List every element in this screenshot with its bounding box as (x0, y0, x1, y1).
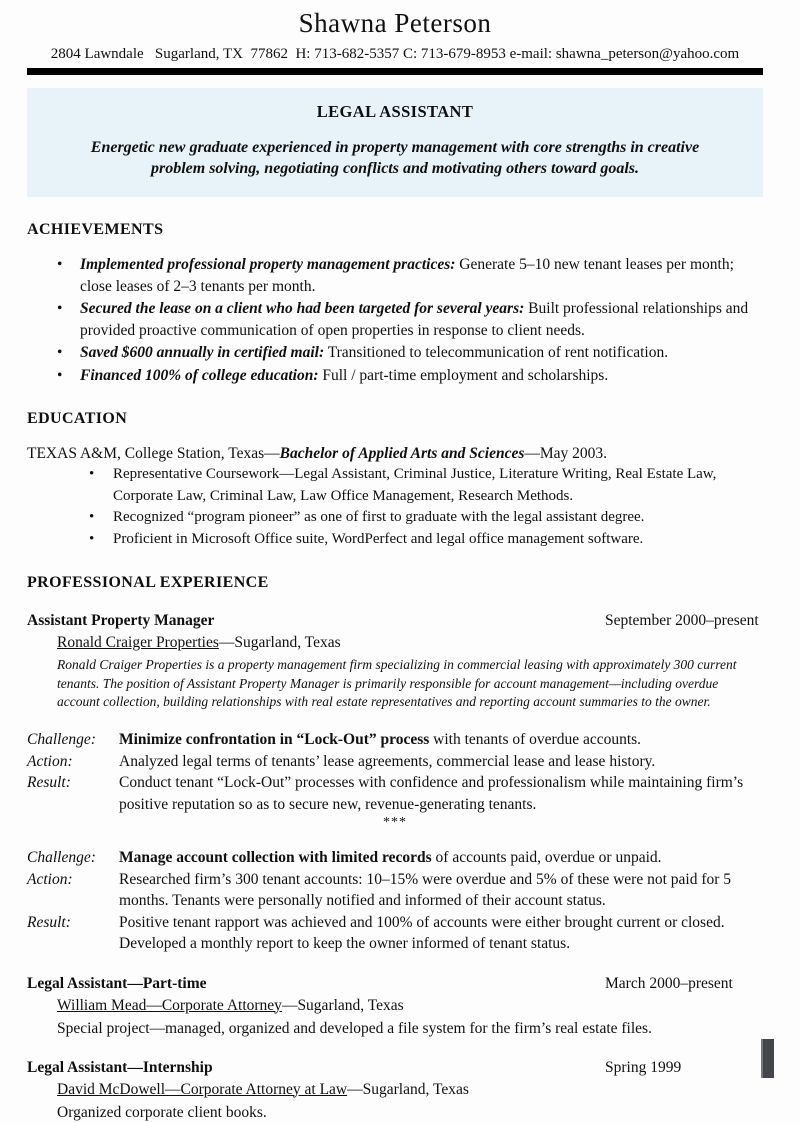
achievements-list (27, 254, 763, 386)
profile-summary: Energetic new graduate experienced in property management with core strengths in creative problem solving, negotiating conflicts and motivating others toward goals. (90, 139, 700, 178)
car-rest-text: Positive tenant rapport was achieved and 100% of accounts were either brought current or closed. Developed a monthly report to keep the owner informed of tenant status. (119, 913, 725, 953)
job-title: Legal Assistant—Internship (27, 1058, 213, 1076)
education-item (27, 464, 763, 507)
job-entry (27, 1059, 763, 1123)
car-label: Action: (27, 752, 73, 770)
profile-title: LEGAL ASSISTANT (316, 102, 474, 121)
job-note: Organized corporate client books. (57, 1103, 267, 1121)
car-bold-text: Manage account collection with limited records (119, 849, 432, 867)
bullet-icon: • (57, 344, 63, 362)
company-description: Ronald Craiger Properties is a property management firm specializing in commercial leasing with approximately 300 current tenants. The position of Assistant Property Manager is primarily responsible for account management—including overdue account collection, building relationships with real estate representatives and reporting account summaries to the owner. (57, 657, 737, 710)
car-rest-text: Conduct tenant “Lock-Out” processes with confidence and professionalism while maintaining firm’s positive reputation so as to secure new, revenue-generating tenants. (119, 774, 744, 813)
car-text (119, 751, 763, 773)
company-line (57, 632, 763, 653)
company-name: Ronald Craiger Properties (57, 634, 219, 652)
car-label: Challenge: (27, 849, 96, 867)
company-line (57, 1079, 763, 1100)
achievement-lead: Secured the lease on a client who had been targeted for several years: (80, 300, 525, 318)
car-label: Result: (27, 774, 71, 792)
job-note: Special project—managed, organized and developed a file system for the firm’s real estate files. (57, 1019, 652, 1037)
car-text (119, 847, 763, 869)
achievement-lead: Saved $600 annually in certified mail: (80, 344, 325, 362)
achievement-lead: Financed 100% of college education: (80, 366, 319, 384)
bullet-icon: • (57, 256, 63, 274)
education-school-line (27, 443, 763, 464)
bullet-icon: • (57, 300, 63, 318)
degree-name: Bachelor of Applied Arts and Sciences (279, 445, 525, 463)
bullet-icon: • (89, 509, 95, 526)
job-entry (27, 612, 763, 954)
contact-line: 2804 Lawndale Sugarland, TX 77862 H: 713-682-5357 C: 713-679-8953 e-mail: shawna_peterson@yahoo.com (50, 46, 740, 62)
car-rest-text: Researched firm’s 300 tenant accounts: 10–15% were overdue and 5% of these were not paid for 5 months. Tenants were personally notified and informed of their account status. (119, 870, 732, 910)
achievement-text: Full / part-time employment and scholarships. (318, 366, 609, 384)
person-name: Shawna Peterson (298, 8, 492, 38)
car-rest-text: Analyzed legal terms of tenants’ lease agreements, commercial lease and lease history. (119, 752, 656, 770)
block-separator: *** (383, 815, 407, 831)
company-location: —Sugarland, Texas (347, 1080, 469, 1098)
school-name: TEXAS A&M, College Station, Texas— (27, 445, 280, 463)
job-header (27, 1059, 763, 1077)
header-divider (27, 68, 763, 75)
achievement-item (27, 254, 763, 297)
car-text (119, 912, 763, 955)
company-location: —Sugarland, Texas (218, 634, 341, 652)
text-cursor-bar[interactable] (761, 1039, 774, 1078)
section-heading-experience: PROFESSIONAL EXPERIENCE (27, 574, 269, 592)
job-dates: March 2000–present (605, 974, 733, 992)
job-dates: September 2000–present (605, 612, 759, 630)
achievement-text: Built professional relationships and provided proactive communication of open properties in response to client needs. (80, 300, 749, 339)
section-heading-achievements: ACHIEVEMENTS (27, 221, 164, 239)
achievement-item (27, 298, 763, 341)
challenge-action-result-block (27, 729, 763, 815)
achievement-text: Transitioned to telecommunication of rent notification. (324, 344, 669, 362)
company-name: David McDowell—Corporate Attorney at Law (57, 1080, 348, 1098)
company-location: —Sugarland, Texas (281, 996, 404, 1014)
company-name: William Mead—Corporate Attorney (57, 996, 282, 1014)
job-dates: Spring 1999 (605, 1058, 682, 1076)
car-rest-text: with tenants of overdue accounts. (429, 731, 642, 749)
bullet-icon: • (89, 466, 95, 483)
job-title: Assistant Property Manager (27, 612, 215, 630)
education-item (27, 507, 763, 529)
car-text (119, 729, 763, 751)
car-label: Result: (27, 913, 71, 931)
graduation-date: —May 2003. (524, 445, 608, 463)
job-header (27, 975, 763, 993)
car-text (119, 772, 763, 815)
car-label: Challenge: (27, 731, 96, 749)
achievement-item (27, 342, 763, 364)
challenge-action-result-block (27, 847, 763, 955)
achievement-lead: Implemented professional property management practices: (80, 256, 456, 274)
bullet-icon: • (57, 366, 63, 384)
education-text: Proficient in Microsoft Office suite, WordPerfect and legal office management software. (113, 530, 644, 547)
car-label: Action: (27, 870, 73, 888)
education-text: Representative Coursework—Legal Assistant, Criminal Justice, Literature Writing, Real Estate Law, Corporate Law, Criminal Law, Law Office Management, Research Methods. (113, 466, 717, 504)
profile-highlight-box (27, 88, 763, 197)
bullet-icon: • (89, 530, 95, 547)
car-bold-text: Minimize confrontation in “Lock-Out” process (119, 731, 430, 749)
job-title: Legal Assistant—Part-time (27, 974, 207, 992)
achievement-text: Generate 5–10 new tenant leases per month; close leases of 2–3 tenants per month. (80, 256, 734, 295)
education-item (27, 529, 763, 551)
job-header (27, 612, 763, 630)
car-rest-text: of accounts paid, overdue or unpaid. (431, 849, 662, 867)
education-text: Recognized “program pioneer” as one of first to graduate with the legal assistant degree. (113, 509, 645, 526)
achievement-item (27, 365, 763, 387)
car-text (119, 869, 763, 912)
education-list (27, 464, 763, 550)
section-heading-education: EDUCATION (27, 410, 128, 428)
job-entry (27, 975, 763, 1039)
company-line (57, 995, 763, 1016)
